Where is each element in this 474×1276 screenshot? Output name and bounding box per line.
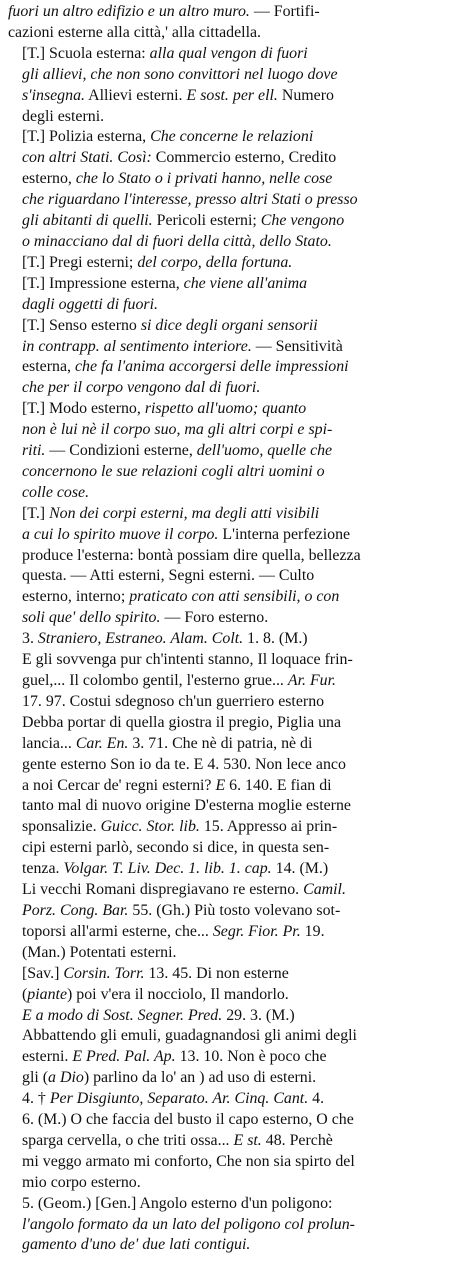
roman-text: gente esterno Son io da te. E 4. 530. Non lece anco: [22, 755, 346, 773]
text-line: [8, 671, 467, 692]
text-line: [8, 587, 467, 608]
dictionary-paragraph: [8, 253, 467, 274]
roman-text: cipi esterni parlò, secondo si dice, in questa sen-: [22, 839, 330, 857]
text-line: [8, 169, 467, 190]
text-line: [8, 943, 467, 964]
text-line: [8, 796, 467, 817]
roman-text: (Man.) Potentati esterni.: [22, 943, 177, 961]
italic-text: Corsin. Torr.: [63, 964, 145, 982]
text-line: [8, 566, 467, 587]
italic-text: Volgar. T. Liv. Dec. 1. lib. 1. cap.: [63, 860, 272, 878]
text-line: [8, 525, 467, 546]
roman-text: 29. 3. (M.): [222, 1006, 295, 1024]
text-line: [8, 608, 467, 629]
roman-text: E gli sovvenga pur ch'intenti stanno, Il loquace frin-: [22, 651, 353, 669]
text-line: [8, 462, 467, 483]
dictionary-paragraph: [8, 127, 467, 252]
text-line: [8, 23, 467, 44]
roman-text: — Fortifi-: [249, 3, 320, 20]
dictionary-paragraph: [8, 504, 467, 629]
roman-text: 14. (M.): [271, 860, 329, 878]
italic-text: Segr. Fior. Pr.: [212, 922, 301, 940]
text-line: [8, 2, 467, 23]
text-line: [8, 378, 467, 399]
text-line: [8, 253, 467, 274]
text-line: [8, 504, 467, 525]
roman-text: [T.] Pregi esterni;: [22, 253, 138, 271]
dictionary-paragraph: [8, 44, 467, 128]
roman-text: esterno,: [22, 170, 76, 188]
italic-text: fuori un altro edifizio e un altro muro.: [8, 3, 250, 20]
italic-text: E: [215, 776, 226, 794]
italic-text: Che concerne le relazioni: [150, 128, 314, 146]
text-line: [8, 295, 467, 316]
italic-text: alla qual vengon di fuori: [149, 44, 308, 62]
italic-text: Guicc. Stor. lib.: [100, 818, 200, 836]
text-line: [8, 316, 467, 337]
roman-text: L'interna perfezione: [218, 525, 351, 543]
roman-text: questa. — Atti esterni, Segni esterni. — Culto: [22, 567, 315, 585]
text-line: [8, 692, 467, 713]
roman-text: — Sensitività: [251, 337, 343, 355]
roman-text: 55. (Gh.) Più tosto volevano sot-: [128, 901, 341, 919]
text-line: [8, 1215, 467, 1236]
italic-text: E sost. per ell.: [186, 86, 278, 104]
text-line: [8, 546, 467, 567]
roman-text: 15. Appresso ai prin-: [199, 818, 338, 836]
roman-text: ) poi v'era il nocciolo, Il mandorlo.: [67, 985, 289, 1003]
roman-text: Pericoli esterni;: [152, 212, 261, 230]
italic-text: gamento d'uno de' due lati contigui.: [22, 1236, 251, 1254]
text-line: [8, 441, 467, 462]
roman-text: lancia...: [22, 734, 76, 752]
text-line: [8, 817, 467, 838]
text-line: [8, 713, 467, 734]
italic-text: piante: [27, 985, 68, 1003]
text-line: [8, 859, 467, 880]
roman-text: Numero: [277, 86, 334, 104]
roman-text: a noi Cercar de' regni esterni?: [22, 776, 216, 794]
roman-text: — Condizioni esterne,: [45, 442, 197, 460]
roman-text: — Foro esterno.: [160, 609, 269, 627]
text-line: [8, 399, 467, 420]
roman-text: esterna,: [22, 358, 75, 376]
roman-text: Li vecchi Romani dispregiavano re esterno.: [22, 881, 304, 899]
roman-text: 17. 97. Costui sdegnoso ch'un guerriero esterno: [22, 692, 325, 710]
text-line: [8, 483, 467, 504]
text-line: [8, 86, 467, 107]
roman-text: tenza.: [22, 860, 64, 878]
roman-text: ' alla cittadella.: [165, 23, 262, 41]
roman-text: Abbattendo gli emuli, guadagnandosi gli animi degli: [22, 1027, 357, 1045]
text-line: [8, 1173, 467, 1194]
italic-text: Per Disgiunto, Separato. Ar. Cinq. Cant.: [49, 1090, 309, 1108]
text-line: [8, 755, 467, 776]
italic-text: in contrapp. al sentimento interiore.: [22, 337, 252, 355]
italic-text: che fa l'anima accorgersi delle impressioni: [74, 358, 349, 376]
text-line: [8, 650, 467, 671]
roman-text: esterni.: [22, 1048, 73, 1066]
italic-text: E a modo di Sost. Segner. Pred.: [22, 1006, 223, 1024]
italic-text: a cui lo spirito muove il corpo.: [22, 525, 219, 543]
roman-text: produce l'esterna: bontà possiam dire quella, bellezza: [22, 546, 361, 564]
roman-text: esterno, interno;: [22, 588, 130, 606]
roman-text: degli esterni.: [22, 107, 105, 125]
italic-text: Non dei corpi esterni, ma degli atti visibili: [49, 504, 320, 522]
roman-text: 4. †: [22, 1090, 50, 1108]
roman-text: [T.] Polizia esterna,: [22, 128, 151, 146]
roman-text: [T.] Impressione esterna,: [22, 274, 184, 292]
roman-text: 13. 10. Non è poco che: [175, 1048, 327, 1066]
roman-text: [T.]: [22, 504, 50, 522]
text-line: [8, 107, 467, 128]
text-line: [8, 357, 467, 378]
roman-text: 1. 8. (M.): [243, 630, 308, 648]
italic-text: concernono le sue relazioni cogli altri uomini o: [22, 462, 325, 480]
roman-text: 48. Perchè: [261, 1131, 333, 1149]
text-line: [8, 1006, 467, 1027]
text-line: [8, 274, 467, 295]
roman-text: [Sav.]: [22, 964, 64, 982]
text-line: [8, 922, 467, 943]
roman-text: [T.] Scuola esterna:: [22, 44, 150, 62]
dictionary-paragraph: [8, 629, 467, 964]
dictionary-paragraph: [8, 1089, 467, 1194]
italic-text: o minacciano dal di fuori della città, dello Stato.: [22, 232, 332, 250]
text-line: [8, 44, 467, 65]
italic-text: a Dio: [48, 1069, 84, 1087]
italic-text: con altri Stati. Così:: [22, 149, 152, 167]
italic-text: l'angolo formato da un lato del poligono col prolun-: [22, 1215, 355, 1233]
text-line: [8, 190, 467, 211]
roman-text: 3. 71. Che nè di patria, nè di: [128, 734, 313, 752]
roman-text: 13. 45. Di non esterne: [144, 964, 289, 982]
roman-text: mio corpo esterno.: [22, 1173, 141, 1191]
italic-text: Porz. Cong. Bar.: [22, 901, 129, 919]
italic-text: Camil.: [303, 881, 346, 899]
italic-text: E Pred. Pal. Ap.: [72, 1048, 176, 1066]
roman-text: Commercio esterno, Credito: [151, 149, 337, 167]
roman-text: tanto mal di nuovo origine D'esterna moglie esterne: [22, 797, 351, 815]
italic-text: s'insegna.: [22, 86, 85, 104]
roman-text: cazioni esterne alla città,: [8, 23, 166, 41]
text-line: [8, 337, 467, 358]
italic-text: colle cose.: [22, 483, 90, 501]
text-line: [8, 211, 467, 232]
dictionary-paragraph: [8, 1194, 467, 1257]
italic-text: si dice degli organi sensorii: [140, 316, 318, 334]
dictionary-paragraph: [8, 274, 467, 316]
italic-text: Straniero, Estraneo. Alam. Colt.: [37, 630, 244, 648]
dictionary-paragraph: [8, 399, 467, 504]
italic-text: Che vengono: [260, 212, 345, 230]
roman-text: sparga cervella, o che triti ossa...: [22, 1131, 234, 1149]
italic-text: E st.: [233, 1131, 262, 1149]
roman-text: [T.] Modo esterno,: [22, 400, 145, 418]
roman-text: [T.] Senso esterno: [22, 316, 141, 334]
text-line: [8, 420, 467, 441]
italic-text: Car. En.: [75, 734, 129, 752]
roman-text: ) parlino da lo' an ) ad uso di esterni.: [83, 1069, 317, 1087]
roman-text: (: [22, 985, 28, 1003]
text-line: [8, 1026, 467, 1047]
text-line: [8, 127, 467, 148]
roman-text: guel,... Il colombo gentil, l'esterno grue...: [22, 672, 288, 689]
dictionary-paragraph: [8, 964, 467, 1006]
text-line: [8, 964, 467, 985]
text-line: [8, 901, 467, 922]
text-line: [8, 985, 467, 1006]
italic-text: soli que' dello spirito.: [22, 609, 161, 627]
roman-text: 4.: [308, 1090, 325, 1108]
roman-text: toporsi all'armi esterne, che...: [22, 922, 213, 940]
italic-text: praticato con atti sensibili, o con: [129, 588, 340, 606]
italic-text: del corpo, della fortuna.: [137, 253, 293, 271]
text-line: [8, 1068, 467, 1089]
roman-text: mi veggo armato mi conforto, Che non sia spirto del: [22, 1152, 355, 1170]
roman-text: 6. (M.) O che faccia del busto il capo esterno, O che: [22, 1111, 354, 1129]
text-line: [8, 1131, 467, 1152]
text-line: [8, 1152, 467, 1173]
roman-text: Allievi esterni.: [85, 86, 187, 104]
italic-text: che per il corpo vengono dal di fuori.: [22, 379, 261, 397]
text-line: [8, 734, 467, 755]
roman-text: 3.: [22, 630, 38, 648]
text-line: [8, 1194, 467, 1215]
italic-text: rispetto all'uomo; quanto: [144, 400, 307, 418]
roman-text: 19.: [300, 922, 325, 940]
text-line: [8, 148, 467, 169]
dictionary-paragraph: [8, 2, 467, 44]
text-line: [8, 65, 467, 86]
italic-text: che viene all'anima: [183, 274, 308, 292]
text-line: [8, 629, 467, 650]
roman-text: 6. 140. E fian di: [225, 776, 332, 794]
roman-text: gli (: [22, 1069, 49, 1087]
dictionary-paragraph: [8, 1006, 467, 1090]
text-line: [8, 232, 467, 253]
text-line: [8, 1047, 467, 1068]
italic-text: non è lui nè il corpo suo, ma gli altri corpi e spi-: [22, 421, 333, 439]
text-line: [8, 838, 467, 859]
italic-text: dagli oggetti di fuori.: [22, 295, 158, 313]
roman-text: 5. (Geom.) [Gen.] Angolo esterno d'un poligono:: [22, 1194, 333, 1212]
italic-text: che riguardano l'interesse, presso altri Stati o presso: [22, 191, 358, 209]
text-line: [8, 1235, 467, 1256]
text-line: [8, 1110, 467, 1131]
dictionary-paragraph: [8, 316, 467, 400]
italic-text: gli abitanti di quelli.: [22, 212, 153, 230]
italic-text: Ar. Fur.: [287, 672, 337, 689]
text-line: [8, 1089, 467, 1110]
italic-text: dell'uomo, quelle che: [196, 442, 333, 460]
roman-text: Debba portar di quella giostra il pregio, Piglia una: [22, 713, 342, 731]
italic-text: riti.: [22, 442, 46, 460]
italic-text: gli allievi, che non sono convittori nel luogo dove: [22, 65, 338, 83]
roman-text: sponsalizie.: [22, 818, 101, 836]
text-line: [8, 776, 467, 797]
text-line: [8, 880, 467, 901]
italic-text: che lo Stato o i privati hanno, nelle cose: [75, 170, 333, 188]
